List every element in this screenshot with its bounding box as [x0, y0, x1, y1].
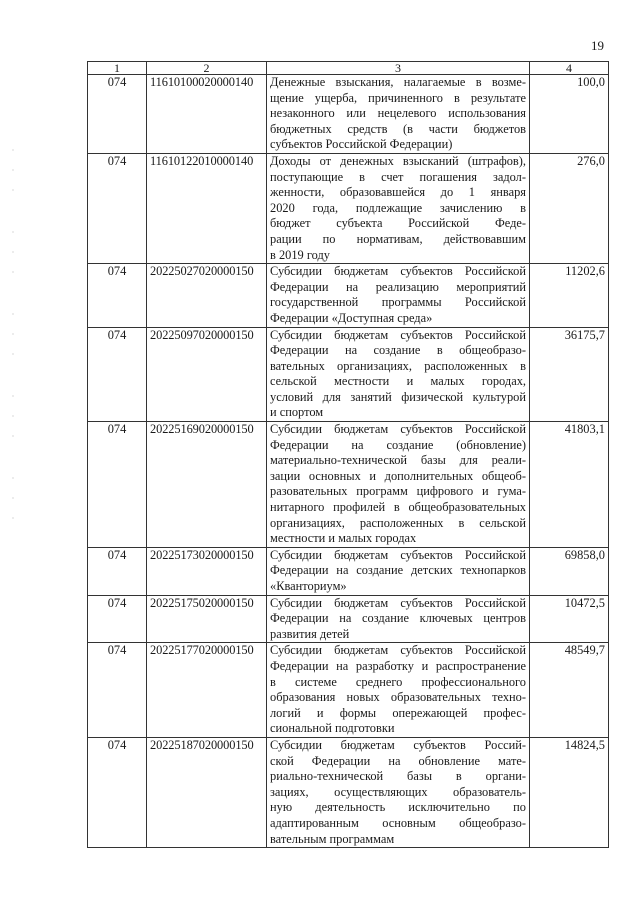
revenue-name-line: ской Федерации на обновление мате- — [270, 753, 526, 768]
budget-code-cell: 11610122010000140 — [147, 153, 267, 263]
revenue-name-line: государственной программы Российской — [270, 295, 526, 310]
revenue-name-line: риально-технической базы в органи- — [270, 769, 526, 784]
revenue-name-cell — [267, 547, 530, 595]
amount-cell: 10472,5 — [530, 595, 609, 643]
revenue-name-line: щение ущерба, причиненного в результате — [270, 90, 526, 105]
budget-code-cell: 20225187020000150 — [147, 737, 267, 847]
revenue-name-line: Федерации на создание в общеобразо- — [270, 343, 526, 358]
table-row — [88, 153, 609, 263]
table-row — [88, 737, 609, 847]
amount-cell: 41803,1 — [530, 422, 609, 548]
revenue-name-line: в системе среднего профессионального — [270, 674, 526, 689]
revenue-name-line: развития детей — [270, 626, 350, 641]
table-row — [88, 595, 609, 643]
budget-code-cell: 20225169020000150 — [147, 422, 267, 548]
amount-cell: 48549,7 — [530, 643, 609, 738]
revenue-name-line: субъектов Российской Федерации) — [270, 137, 453, 152]
revenue-name-line: Денежные взыскания, налагаемые в возме- — [270, 75, 526, 89]
revenue-name-line: зации основных и дополнительных общеоб- — [270, 468, 526, 483]
revenue-name-cell — [267, 595, 530, 643]
revenue-name-line: нитарного профилей в общеобразовательных — [270, 500, 526, 515]
revenue-name-line: ную деятельность исключительно по — [270, 800, 526, 815]
amount-cell: 14824,5 — [530, 737, 609, 847]
admin-code-cell: 074 — [88, 595, 147, 643]
revenue-name-line: в 2019 году — [270, 247, 330, 262]
revenue-name-line: образования новых образовательных техно- — [270, 690, 526, 705]
revenue-name-line: местности и малых городах — [270, 531, 417, 546]
revenue-name-line: вательных организациях, расположенных в — [270, 358, 526, 373]
revenue-name-line: незаконного или нецелевого использования — [270, 106, 526, 121]
admin-code-cell: 074 — [88, 547, 147, 595]
admin-code-cell: 074 — [88, 153, 147, 263]
revenue-name-line: женности, образовавшейся до 1 января — [270, 185, 526, 200]
budget-code-cell: 20225173020000150 — [147, 547, 267, 595]
admin-code-cell: 074 — [88, 737, 147, 847]
column-header-name: 3 — [267, 62, 530, 75]
amount-cell: 100,0 — [530, 75, 609, 154]
revenue-name-line: бюджетных средств (в части бюджетов — [270, 121, 526, 136]
revenue-name-line: Субсидии бюджетам субъектов Российской — [270, 422, 526, 437]
revenue-name-cell — [267, 327, 530, 422]
revenue-name-line: логий и формы опережающей профес- — [270, 705, 526, 720]
budget-code-cell: 20225027020000150 — [147, 264, 267, 327]
revenue-name-line: вательным программам — [270, 831, 395, 846]
revenue-name-line: 2020 года, подлежащие зачислению в — [270, 200, 526, 215]
revenue-name-line: Субсидии бюджетам субъектов Российской — [270, 643, 526, 658]
admin-code-cell: 074 — [88, 422, 147, 548]
amount-cell: 36175,7 — [530, 327, 609, 422]
table-row — [88, 75, 609, 154]
revenue-name-line: Субсидии бюджетам субъектов Российской — [270, 595, 526, 610]
revenue-table — [87, 61, 609, 848]
budget-code-cell: 20225175020000150 — [147, 595, 267, 643]
amount-cell: 69858,0 — [530, 547, 609, 595]
scan-edge-dots — [12, 0, 14, 905]
revenue-name-line: Федерации на разработку и распространение — [270, 658, 526, 673]
table-row — [88, 422, 609, 548]
revenue-name-line: сельской местности и малых городах, — [270, 374, 526, 389]
revenue-name-line: Федерации на реализацию мероприятий — [270, 279, 526, 294]
revenue-name-line: рации по нормативам, действовавшим — [270, 231, 526, 246]
admin-code-cell: 074 — [88, 75, 147, 154]
revenue-name-line: и спортом — [270, 405, 324, 420]
revenue-name-line: Субсидии бюджетам субъектов Российской — [270, 547, 526, 562]
revenue-name-line: сиональной подготовки — [270, 721, 395, 736]
header-row — [88, 62, 609, 75]
revenue-name-line: Субсидии бюджетам субъектов Российской — [270, 327, 526, 342]
admin-code-cell: 074 — [88, 643, 147, 738]
column-header-code: 1 — [88, 62, 147, 75]
revenue-name-line: поступающие в счет погашения задол- — [270, 169, 526, 184]
revenue-name-line: организациях, расположенных в сельской — [270, 515, 526, 530]
amount-cell: 11202,6 — [530, 264, 609, 327]
revenue-name-line: разовательных программ цифрового и гума- — [270, 484, 526, 499]
revenue-name-line: «Кванториум» — [270, 579, 347, 593]
revenue-name-line: бюджет субъекта Российской Феде- — [270, 216, 526, 231]
admin-code-cell: 074 — [88, 264, 147, 327]
revenue-name-cell — [267, 422, 530, 548]
revenue-name-line: зациях, осуществляющих образователь- — [270, 784, 526, 799]
revenue-name-cell — [267, 643, 530, 738]
revenue-name-cell — [267, 153, 530, 263]
revenue-name-cell — [267, 75, 530, 154]
page-number: 19 — [591, 38, 604, 53]
budget-code-cell: 20225097020000150 — [147, 327, 267, 422]
revenue-name-line: Федерации на создание детских технопарков — [270, 563, 526, 578]
table-row — [88, 327, 609, 422]
admin-code-cell: 074 — [88, 327, 147, 422]
revenue-name-line: адаптированным основным общеобразо- — [270, 815, 526, 830]
revenue-name-line: Субсидии бюджетам субъектов Россий- — [270, 737, 526, 752]
table-row — [88, 264, 609, 327]
amount-cell: 276,0 — [530, 153, 609, 263]
table-row — [88, 643, 609, 738]
revenue-name-cell — [267, 737, 530, 847]
revenue-name-line: Федерации на создание (обновление) — [270, 437, 526, 452]
revenue-name-cell — [267, 264, 530, 327]
revenue-name-line: Доходы от денежных взысканий (штрафов), — [270, 153, 526, 168]
table-row — [88, 547, 609, 595]
revenue-name-line: материально-технической базы для реали- — [270, 453, 526, 468]
budget-code-cell: 20225177020000150 — [147, 643, 267, 738]
column-header-kbk: 2 — [147, 62, 267, 75]
budget-code-cell: 11610100020000140 — [147, 75, 267, 154]
revenue-name-line: Федерации «Доступная среда» — [270, 310, 433, 325]
revenue-name-line: Субсидии бюджетам субъектов Российской — [270, 264, 526, 279]
revenue-name-line: условий для занятий физической культурой — [270, 389, 526, 404]
column-header-sum: 4 — [530, 62, 609, 75]
revenue-name-line: Федерации на создание ключевых центров — [270, 611, 526, 626]
